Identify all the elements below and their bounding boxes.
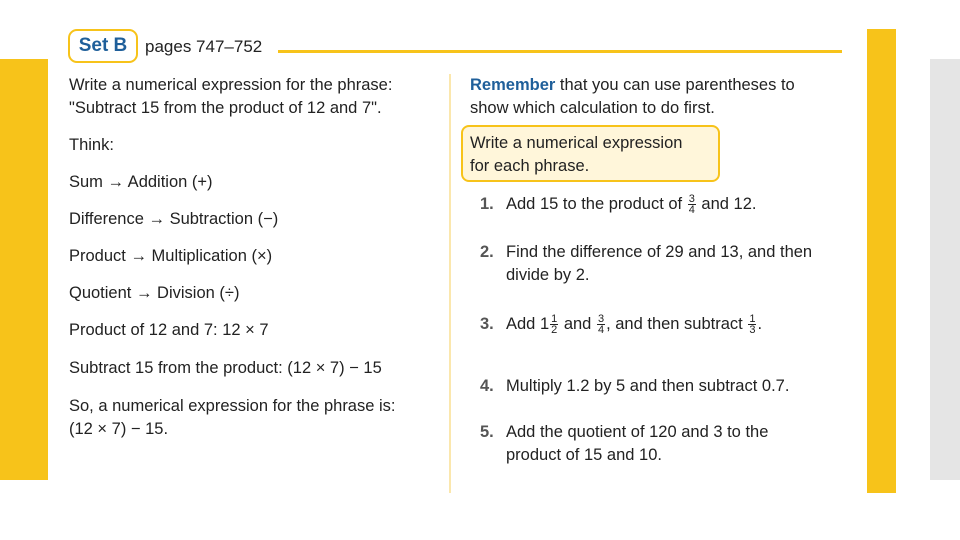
problem-text	[506, 313, 762, 336]
instruction-line2: for each phrase.	[470, 157, 590, 175]
problem-text-line2: divide by 2.	[506, 266, 590, 284]
left-accent-bar	[0, 59, 48, 480]
remember-rest: that you can use parentheses to	[555, 76, 795, 94]
fraction	[748, 314, 756, 335]
conclusion-line1: So, a numerical expression for the phrase is:	[69, 397, 396, 415]
fraction-denominator: 4	[688, 204, 695, 217]
problem-number: 1.	[480, 195, 494, 213]
column-divider	[449, 74, 451, 493]
remember-line2: show which calculation to do first.	[470, 99, 715, 117]
think-label: Think:	[69, 136, 114, 154]
problem-text-post: .	[757, 315, 763, 333]
fraction	[688, 194, 696, 215]
conclusion-line2: (12 × 7) − 15.	[69, 420, 169, 438]
problem-text-line1: Add the quotient of 120 and 3 to the	[506, 423, 769, 441]
problem-number: 2.	[480, 243, 494, 261]
problem-text-mid: and	[559, 315, 596, 333]
keyword-quotient: Quotient → Division (÷)	[69, 284, 240, 302]
example-prompt-line2: "Subtract 15 from the product of 12 and 7".	[69, 99, 382, 117]
problem-text-post: and 12.	[696, 195, 757, 213]
set-badge: Set B	[68, 29, 138, 63]
problem-number: 4.	[480, 377, 494, 395]
problem-number: 3.	[480, 315, 494, 333]
fraction-denominator: 3	[749, 324, 756, 337]
step-product: Product of 12 and 7: 12 × 7	[69, 321, 269, 339]
header-rule	[278, 50, 842, 53]
keyword-difference: Difference → Subtraction (−)	[69, 210, 279, 228]
fraction-denominator: 2	[551, 324, 558, 337]
fraction	[597, 314, 605, 335]
instruction-line1: Write a numerical expression	[470, 134, 683, 152]
fraction-numerator: 3	[688, 193, 695, 206]
keyword-product: Product → Multiplication (×)	[69, 247, 273, 265]
remember-line1	[470, 74, 795, 97]
problem-text-line1: Find the difference of 29 and 13, and then	[506, 243, 813, 261]
problem-text-pre: Add 15 to the product of	[506, 195, 687, 213]
problem-text-pre: Add 1	[506, 315, 550, 333]
right-accent-bar	[867, 29, 896, 493]
problem-text-mid: , and then subtract	[606, 315, 748, 333]
problem-text-line2: product of 15 and 10.	[506, 446, 662, 464]
example-prompt-line1: Write a numerical expression for the phrase:	[69, 76, 393, 94]
right-gray-bar	[930, 59, 960, 480]
fraction-denominator: 4	[597, 324, 605, 337]
fraction	[550, 314, 558, 335]
step-subtract: Subtract 15 from the product: (12 × 7) − 15	[69, 359, 382, 377]
problem-number: 5.	[480, 423, 494, 441]
fraction-numerator: 1	[749, 313, 756, 326]
problem-text	[506, 193, 756, 216]
page-range: pages 747–752	[145, 37, 263, 56]
fraction-numerator: 1	[551, 313, 558, 326]
remember-word: Remember	[470, 76, 556, 94]
fraction-numerator: 3	[597, 313, 605, 326]
problem-text: Multiply 1.2 by 5 and then subtract 0.7.	[506, 377, 790, 395]
keyword-sum: Sum → Addition (+)	[69, 173, 213, 191]
